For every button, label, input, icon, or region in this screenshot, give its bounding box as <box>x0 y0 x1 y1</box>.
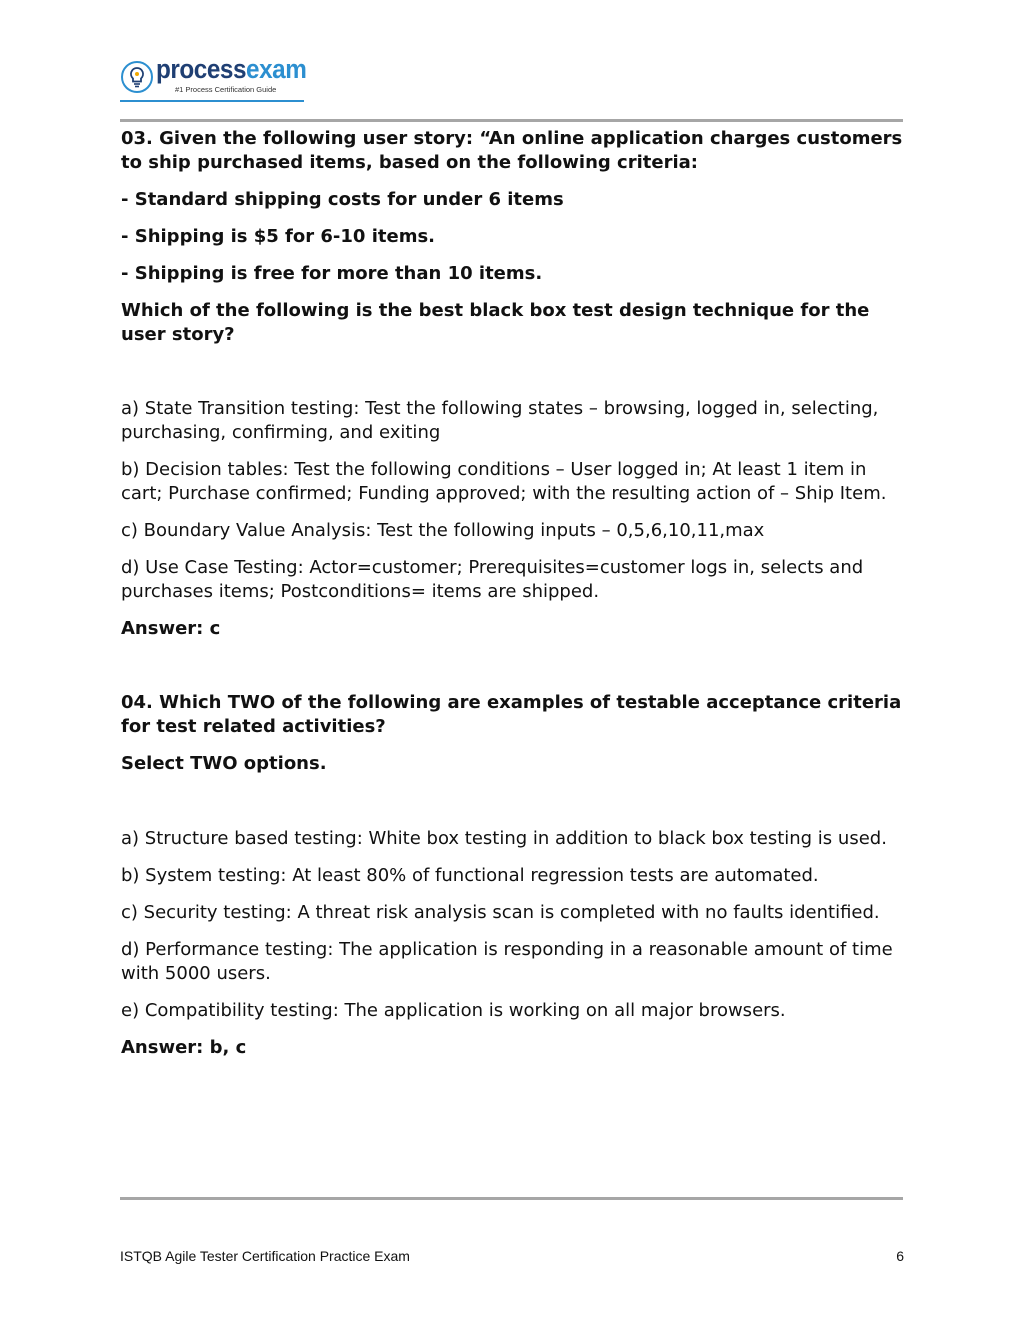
question-04-option-e: e) Compatibility testing: The application is working on all major browsers. <box>121 1000 786 1021</box>
question-03-option-c: c) Boundary Value Analysis: Test the following inputs – 0,5,6,10,11,max <box>121 520 765 541</box>
footer-divider <box>120 1197 903 1200</box>
question-04-stem: 04. Which TWO of the following are examples of testable acceptance criteria for test related activities? <box>121 692 902 737</box>
page-content <box>121 127 906 1073</box>
page-number: 6 <box>896 1248 904 1264</box>
footer-title: ISTQB Agile Tester Certification Practice Exam <box>120 1248 410 1264</box>
logo-tagline: #1 Process Certification Guide <box>175 85 277 94</box>
processexam-logo <box>120 54 307 104</box>
question-04-option-a: a) Structure based testing: White box testing in addition to black box testing is used. <box>121 828 887 849</box>
spacer <box>121 654 906 691</box>
question-04-option-d: d) Performance testing: The application is responding in a reasonable amount of time with 5000 users. <box>121 939 893 984</box>
question-03-option-d: d) Use Case Testing: Actor=customer; Prerequisites=customer logs in, selects and purchases items; Postconditions= items are shipped. <box>121 557 864 602</box>
question-03-criterion: - Shipping is $5 for 6-10 items. <box>121 226 435 247</box>
question-03-option-a: a) State Transition testing: Test the following states – browsing, logged in, selecting, purchasing, confirming, and exiting <box>121 398 879 443</box>
question-03-criterion: - Standard shipping costs for under 6 items <box>121 189 564 210</box>
question-03-option-b: b) Decision tables: Test the following conditions – User logged in; At least 1 item in cart; Purchase confirmed; Funding approved; with the resulting action of – Ship Item. <box>121 459 887 504</box>
spacer <box>121 360 906 397</box>
question-03-prompt: Which of the following is the best black box test design technique for the user story? <box>121 300 870 345</box>
question-04-option-c: c) Security testing: A threat risk analysis scan is completed with no faults identified. <box>121 902 880 923</box>
lightbulb-gear-icon <box>120 60 154 94</box>
logo-wordmark: processexam <box>156 54 307 84</box>
spacer <box>121 789 906 827</box>
question-03-criterion: - Shipping is free for more than 10 items. <box>121 263 543 284</box>
question-04-answer: Answer: b, c <box>121 1037 247 1058</box>
question-04-instruction: Select TWO options. <box>121 753 327 774</box>
header-divider <box>120 119 903 122</box>
question-03-answer: Answer: c <box>121 618 221 639</box>
question-03-stem: 03. Given the following user story: “An online application charges customers to ship purchased items, based on the following criteria: <box>121 128 903 173</box>
logo-underline <box>120 100 304 102</box>
question-04-option-b: b) System testing: At least 80% of functional regression tests are automated. <box>121 865 819 886</box>
